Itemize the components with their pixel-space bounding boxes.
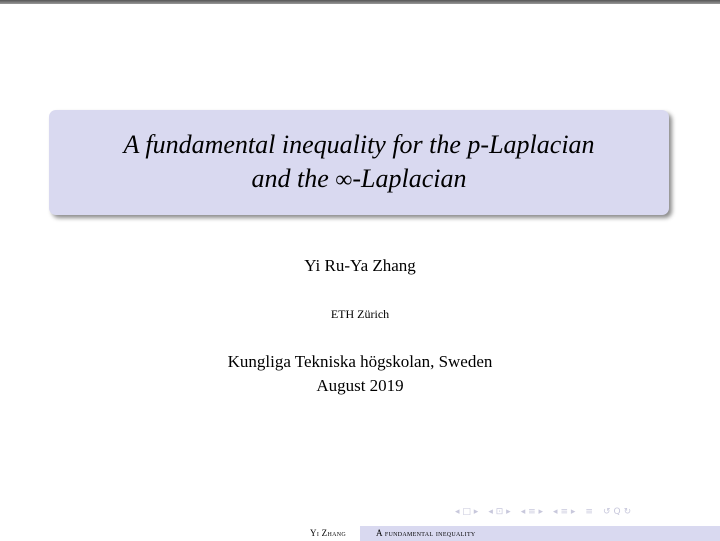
title-line-2-prefix: and the [251,164,336,193]
venue [0,350,720,398]
nav-forward-icon[interactable]: ↻ [623,507,632,517]
author: Yi Ru-Ya Zhang [304,256,416,275]
venue-location: Kungliga Tekniska högskolan, Sweden [227,352,493,371]
footer-author: Yi Zhang [0,526,360,541]
nav-prev-subsection-icon[interactable]: ◂ [488,507,493,517]
nav-align-icon[interactable]: ≡ [585,507,593,517]
footer-title: A fundamental inequality [360,526,720,541]
nav-prev-doc-icon[interactable]: ◂ [553,507,558,517]
footer [0,526,720,541]
nav-next-frame-icon[interactable]: ▸ [473,507,479,517]
venue-date: August 2019 [316,376,404,395]
nav-frame-group [455,507,478,517]
title-line-2 [252,162,467,197]
nav-subsection-group [488,507,510,517]
nav-doc-icon[interactable]: ≡ [560,507,568,517]
institute: ETH Zürich [330,307,390,321]
nav-search-icon[interactable]: Q [613,507,621,517]
nav-next-section-icon[interactable]: ▸ [538,507,544,517]
title-box [49,110,669,215]
nav-next-doc-icon[interactable]: ▸ [570,507,576,517]
nav-frame-icon[interactable]: □ [462,507,471,517]
beamer-navigation [455,505,631,519]
nav-prev-frame-icon[interactable]: ◂ [455,507,460,517]
nav-section-icon[interactable]: ≡ [528,507,536,517]
infinity-symbol: ∞ [335,167,353,193]
nav-subsection-icon[interactable]: ⊡ [495,507,504,517]
nav-back-icon[interactable]: ↺ [602,507,611,517]
nav-section-group [521,507,543,517]
nav-prev-section-icon[interactable]: ◂ [520,507,526,517]
top-bar [0,0,720,4]
title-line-2-suffix: -Laplacian [352,164,467,193]
title-line-1: A fundamental inequality for the p-Laplacian [123,130,595,159]
nav-document-group [553,507,575,517]
nav-next-subsection-icon[interactable]: ▸ [506,507,511,517]
